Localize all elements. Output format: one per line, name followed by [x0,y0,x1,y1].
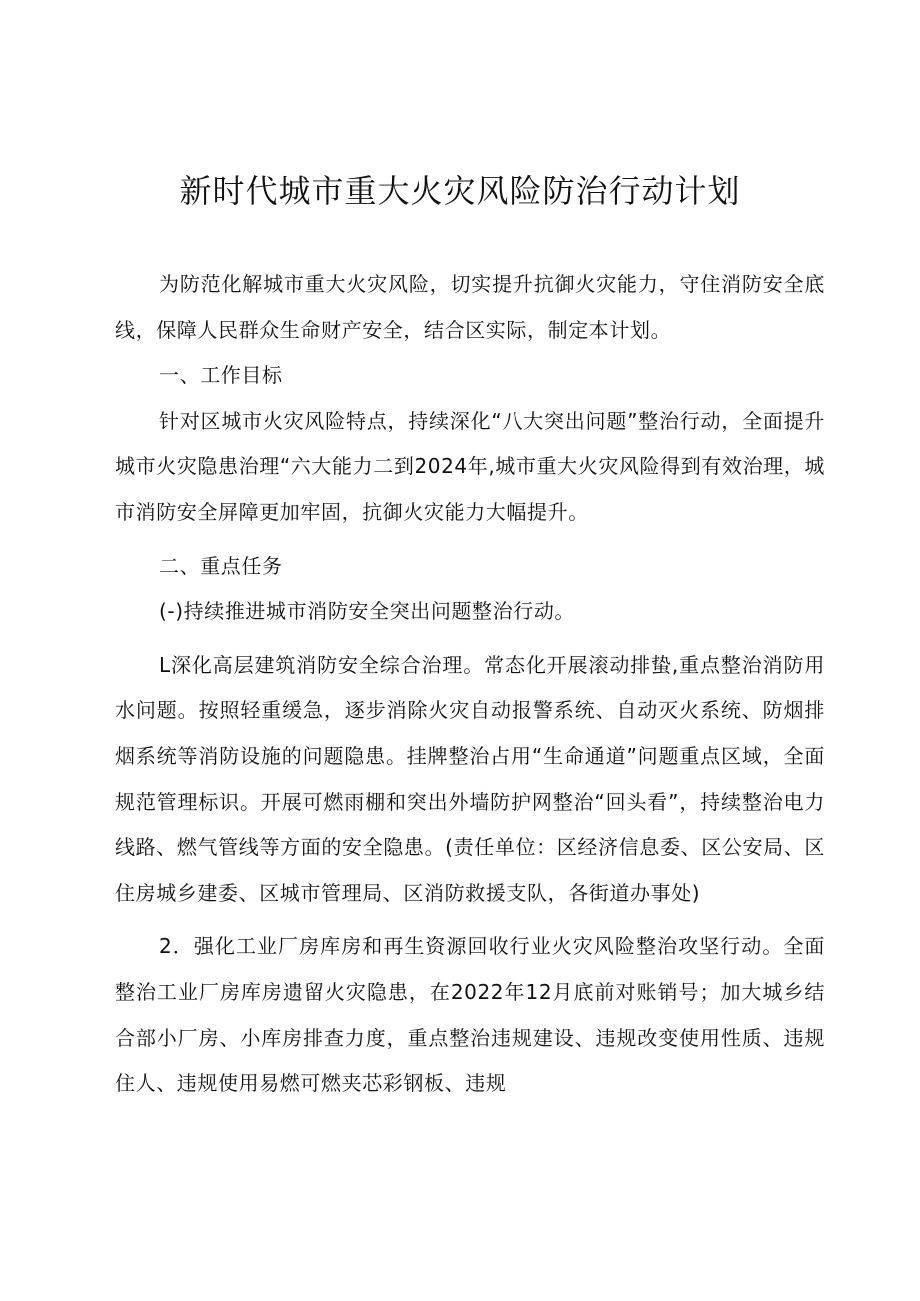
section-1-heading: 一、工作目标 [159,363,283,388]
task-item-1: L深化高层建筑消防安全综合治理。常态化开展滚动排蛰,重点整治消防用水问题。按照轻重缓急，逐步消除火灾自动报警系统、自动灭火系统、防烟排烟系统等消防设施的问题隐患。挂牌整治占用“生命通道”问题重点区域，全面规范管理标识。开展可燃雨棚和突出外墙防护网整治“回头看”，持续整治电力线路、燃气管线等方面的安全隐患。(责任单位：区经济信息委、区公安局、区住房城乡建委、区城市管理局、区消防救援支队，各街道办事处) [115,652,825,905]
subsection-1-heading: (-)持续推进城市消防安全突出问题整治行动。 [159,599,576,624]
section-1-paragraph: 针对区城市火灾风险特点，持续深化“八大突出问题”整治行动，全面提升城市火灾隐患治理“六大能力二到2024年,城市重大火灾风险得到有效治理，城市消防安全屏障更加牢固，抗御火灾能力大幅提升。 [115,408,825,524]
task-item-2: 2．强化工业厂房库房和再生资源回收行业火灾风险整治攻坚行动。全面整治工业厂房库房遗留火灾隐患，在2022年12月底前对账销号；加大城乡结合部小厂房、小库房排查力度，重点整治违规建设、违规改变使用性质、违规住人、违规使用易燃可燃夹芯彩钢板、违规 [115,934,825,1096]
document-body [115,262,825,1107]
document-title: 新时代城市重大火灾风险防治行动计划 [179,172,741,210]
intro-paragraph: 为防范化解城市重大火灾风险，切实提升抗御火灾能力，守住消防安全底线，保障人民群众生命财产安全，结合区实际，制定本计划。 [115,272,825,342]
section-2-heading: 二、重点任务 [159,553,283,578]
